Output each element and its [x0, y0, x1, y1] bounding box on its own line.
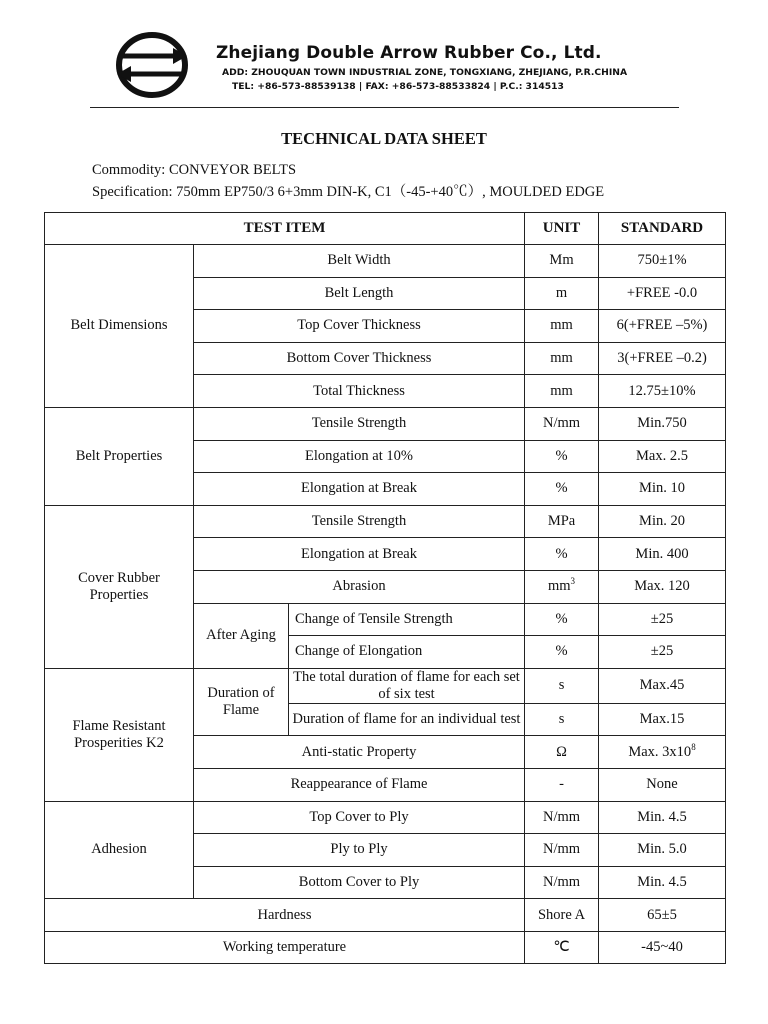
standard-cell: ±25 [599, 603, 726, 636]
unit-cell: Mm [525, 245, 599, 278]
standard-superscript: 8 [691, 741, 696, 752]
table-row [45, 245, 726, 278]
unit-text: mm [547, 578, 571, 595]
standard-cell: Min.750 [599, 407, 726, 440]
standard-cell: -45~40 [599, 931, 726, 964]
standard-cell: 65±5 [599, 899, 726, 932]
test-item: Belt Width [194, 245, 525, 278]
table-header-row [45, 213, 726, 245]
test-item: Reappearance of Flame [194, 768, 525, 801]
test-item: Change of Elongation [289, 636, 525, 669]
standard-cell: Min. 20 [599, 505, 726, 538]
company-name: Zhejiang Double Arrow Rubber Co., Ltd. [216, 43, 602, 63]
commodity-line: Commodity: CONVEYOR BELTS [92, 162, 297, 178]
unit-cell: s [525, 668, 599, 703]
test-item: Top Cover to Ply [194, 801, 525, 834]
unit-cell: % [525, 440, 599, 473]
table-row [45, 931, 726, 964]
document-title: TECHNICAL DATA SHEET [281, 129, 487, 148]
standard-cell: Max. 120 [599, 570, 726, 603]
unit-cell: % [525, 603, 599, 636]
standard-cell: 750±1% [599, 245, 726, 278]
unit-cell: N/mm [525, 407, 599, 440]
table-row [45, 668, 726, 703]
standard-cell: Min. 4.5 [599, 801, 726, 834]
header-test-item: TEST ITEM [45, 213, 525, 245]
test-item: Change of Tensile Strength [289, 603, 525, 636]
standard-cell: 6(+FREE –5%) [599, 310, 726, 343]
test-item: Hardness [45, 899, 525, 932]
standard-cell: Max.45 [599, 668, 726, 703]
group-belt-properties: Belt Properties [45, 407, 194, 505]
standard-cell: Max. 2.5 [599, 440, 726, 473]
test-item: Elongation at Break [194, 473, 525, 506]
unit-cell: mm [525, 310, 599, 343]
standard-cell: +FREE -0.0 [599, 277, 726, 310]
test-item: The total duration of flame for each set of six test [289, 668, 525, 703]
unit-cell: Shore A [525, 899, 599, 932]
test-item: Top Cover Thickness [194, 310, 525, 343]
header-standard: STANDARD [599, 213, 726, 245]
test-item: Belt Length [194, 277, 525, 310]
group-flame-resistant: Flame Resistant Prosperities K2 [45, 668, 194, 801]
specification-line: Specification: 750mm EP750/3 6+3mm DIN-K, C1（-45-+40℃）, MOULDED EDGE [92, 184, 605, 200]
technical-data-table [44, 212, 726, 964]
standard-cell: Min. 10 [599, 473, 726, 506]
test-item: Working temperature [45, 931, 525, 964]
standard-cell: Max.15 [599, 703, 726, 736]
unit-cell: s [525, 703, 599, 736]
unit-cell: N/mm [525, 834, 599, 867]
standard-cell: Min. 400 [599, 538, 726, 571]
unit-superscript: 3 [570, 576, 576, 587]
test-item: Total Thickness [194, 375, 525, 408]
double-arrow-logo-icon [115, 31, 189, 99]
unit-cell [525, 570, 599, 603]
unit-cell: mm [525, 375, 599, 408]
unit-cell: - [525, 768, 599, 801]
unit-cell: m [525, 277, 599, 310]
unit-cell: % [525, 636, 599, 669]
standard-cell: 12.75±10% [599, 375, 726, 408]
table-row [45, 407, 726, 440]
test-item: Bottom Cover to Ply [194, 866, 525, 899]
test-item: Elongation at 10% [194, 440, 525, 473]
test-item: Anti-static Property [194, 736, 525, 769]
standard-cell: Min. 4.5 [599, 866, 726, 899]
table-row [45, 801, 726, 834]
test-item: Elongation at Break [194, 538, 525, 571]
standard-cell: Min. 5.0 [599, 834, 726, 867]
table-row [45, 505, 726, 538]
unit-cell: ℃ [525, 931, 599, 964]
unit-cell: MPa [525, 505, 599, 538]
standard-text: Max. 3x10 [628, 743, 692, 760]
subgroup-after-aging: After Aging [194, 603, 289, 668]
table-row [45, 899, 726, 932]
standard-cell: None [599, 768, 726, 801]
group-adhesion: Adhesion [45, 801, 194, 899]
unit-cell: % [525, 538, 599, 571]
test-item: Tensile Strength [194, 505, 525, 538]
unit-cell: N/mm [525, 866, 599, 899]
standard-cell [599, 736, 726, 769]
unit-cell: Ω [525, 736, 599, 769]
header-unit: UNIT [525, 213, 599, 245]
standard-cell: 3(+FREE –0.2) [599, 342, 726, 375]
group-belt-dimensions: Belt Dimensions [45, 245, 194, 408]
unit-cell: mm [525, 342, 599, 375]
test-item: Bottom Cover Thickness [194, 342, 525, 375]
subgroup-duration-of-flame: Duration of Flame [194, 668, 289, 736]
test-item: Ply to Ply [194, 834, 525, 867]
standard-cell: ±25 [599, 636, 726, 669]
test-item: Tensile Strength [194, 407, 525, 440]
unit-cell: % [525, 473, 599, 506]
unit-cell: N/mm [525, 801, 599, 834]
header-divider [90, 107, 679, 108]
company-address: ADD: ZHOUQUAN TOWN INDUSTRIAL ZONE, TONGXIANG, ZHEJIANG, P.R.CHINA [222, 67, 628, 78]
test-item: Duration of flame for an individual test [289, 703, 525, 736]
test-item: Abrasion [194, 570, 525, 603]
group-cover-rubber: Cover Rubber Properties [45, 505, 194, 668]
company-contact: TEL: +86-573-88539138 | FAX: +86-573-88533824 | P.C.: 314513 [232, 81, 564, 92]
